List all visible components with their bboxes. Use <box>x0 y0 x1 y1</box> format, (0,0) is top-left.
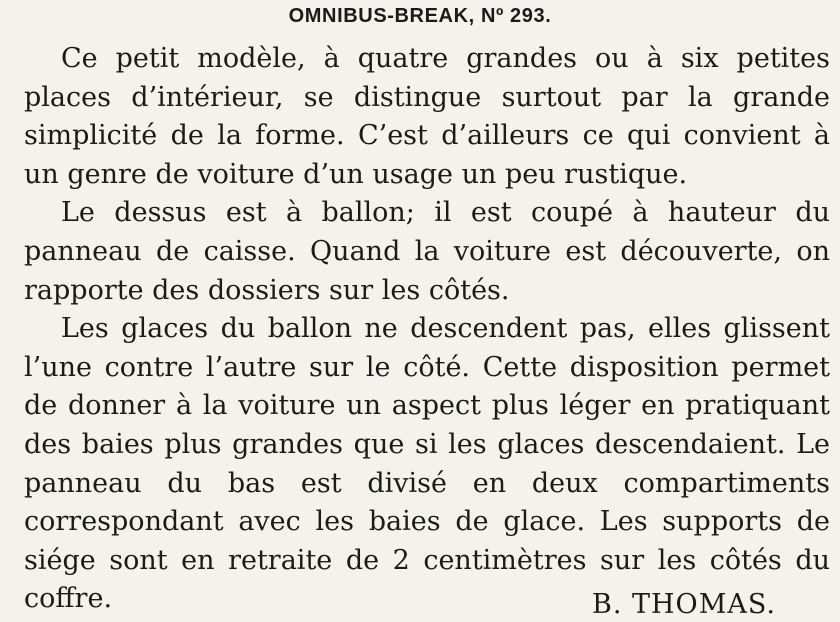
document-body <box>24 40 830 619</box>
document-title: OMNIBUS-BREAK, Nº 293. <box>288 5 552 27</box>
paragraph-1: Ce petit modèle, à quatre grandes ou à six petites places d’intérieur, se distingue surtout par la grande simplicité de la forme. C’est d’ailleurs ce qui convient à un genre de voiture d’un usage un peu rustique. <box>24 43 830 190</box>
paragraph-2: Le dessus est à ballon; il est coupé à hauteur du panneau de caisse. Quand la voiture est découverte, on rapporte des dossiers sur les côtés. <box>24 197 830 306</box>
author-signature: B. THOMAS. <box>592 589 776 620</box>
paragraph-3: Les glaces du ballon ne descendent pas, elles glissent l’une contre l’autre sur le côté. Cette disposition permet de donner à la voiture un aspect plus léger en pratiquant des baies plus grandes que si les glaces descendaient. Le panneau du bas est divisé en deux compartiments correspondant avec les baies de glace. Les supports de siége sont en retraite de 2 centimètres sur les côtés du coffre. <box>24 313 830 615</box>
